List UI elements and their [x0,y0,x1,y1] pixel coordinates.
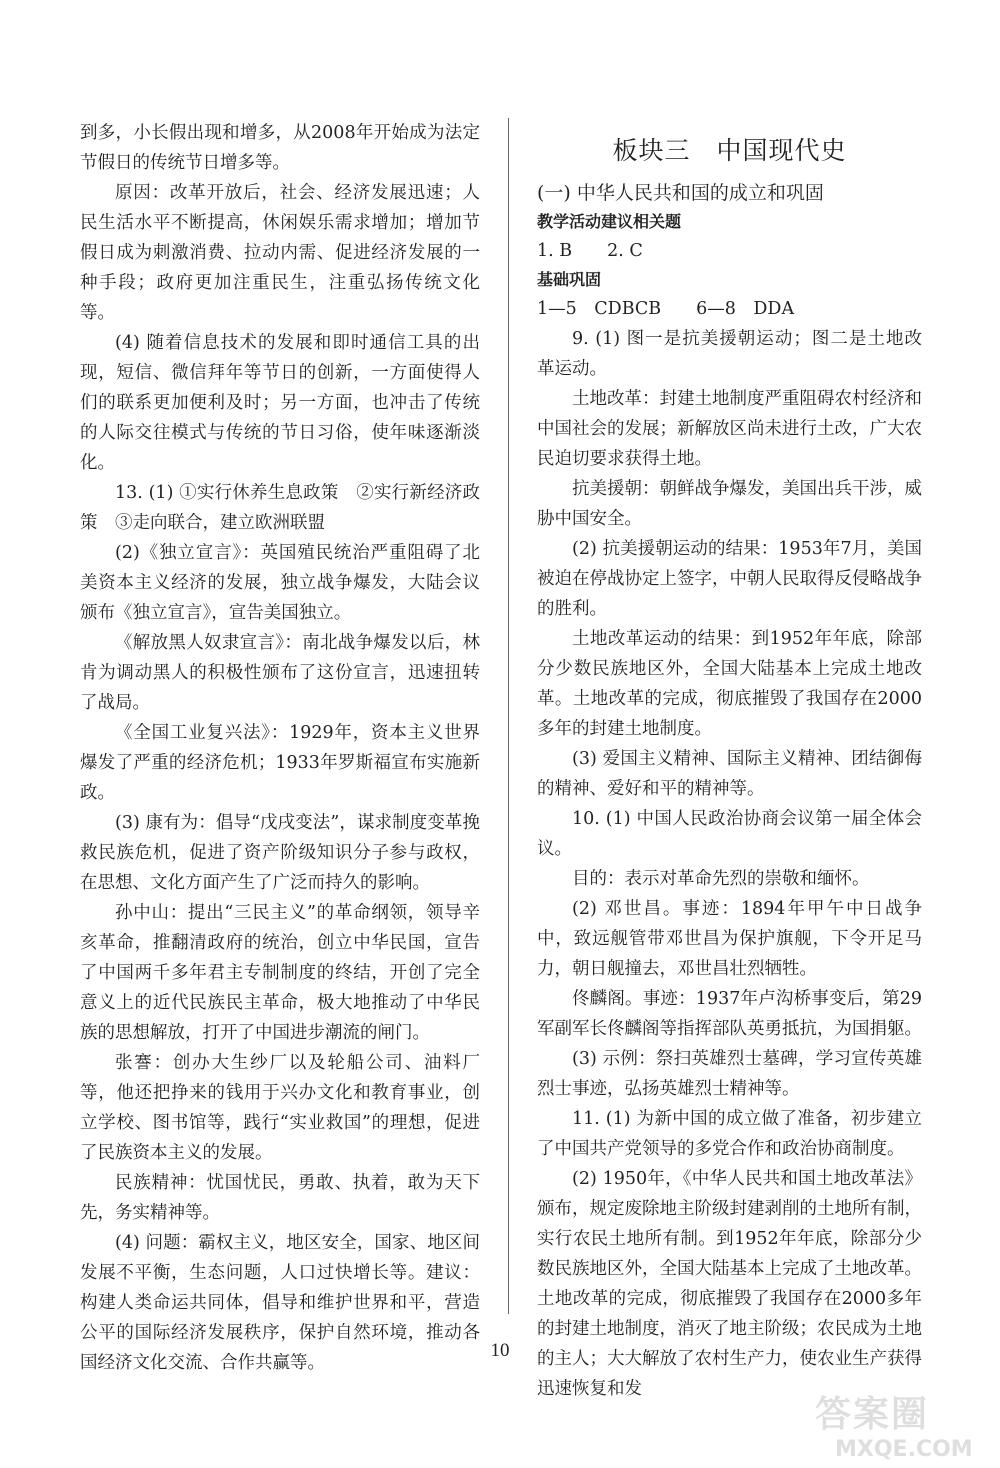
paragraph: (3) 爱国主义精神、国际主义精神、团结御侮的精神、爱好和平的精神等。 [537,749,922,799]
paragraph: (2)《独立宣言》：英国殖民统治严重阻碍了北美资本主义经济的发展，独立战争爆发，大陆会议颁布《独立宣言》，宣告美国独立。 [80,543,480,623]
paragraph: 《解放黑人奴隶宣言》：南北战争爆发以后，林肯为调动黑人的积极性颁布了这份宣言，迅速扭转了战局。 [80,633,480,713]
paragraph: 孙中山：提出“三民主义”的革命纲领，领导辛亥革命，推翻清政府的统治，创立中华民国，宣告了中国两千多年君主专制制度的终结，开创了完全意义上的近代民族民主革命，极大地推动了中华民族的思想解放，打开了中国进步潮流的闸门。 [80,903,480,1043]
paragraph: 10. (1) 中国人民政治协商会议第一届全体会议。 [537,809,922,859]
paragraph: 11. (1) 为新中国的成立做了准备，初步建立了中国共产党领导的多党合作和政治协商制度。 [537,1109,922,1159]
paragraph: 民族精神：忧国忧民，勇敢、执着，敢为天下先，务实精神等。 [80,1173,480,1223]
paragraph: 9. (1) 图一是抗美援朝运动；图二是土地改革运动。 [537,329,922,379]
subsection-heading: 教学活动建议相关题 [537,212,682,231]
watermark-url: MXQE.COM [835,1437,973,1462]
paragraph: (4) 问题：霸权主义，地区安全，国家、地区间发展不平衡，生态问题，人口过快增长等。建议：构建人类命运共同体，倡导和维护世界和平，营造公平的国际经济发展秩序，保护自然环境，推动各国经济文化交流、合作共赢等。 [80,1233,480,1373]
paragraph: 佟麟阁。事迹：1937年卢沟桥事变后，第29军副军长佟麟阁等指挥部队英勇抵抗，为国捐躯。 [537,989,922,1039]
watermark-logo [815,1395,995,1467]
watermark-text: 答案圈 [815,1394,930,1435]
paragraph: 目的：表示对革命先烈的崇敬和缅怀。 [572,869,870,889]
section-subtitle: (一) 中华人民共和国的成立和巩固 [537,182,824,204]
paragraph: (2) 1950年，《中华人民共和国土地改革法》颁布，规定废除地主阶级封建剥削的土地所有制，实行农民土地所有制。到1952年年底，除部分少数民族地区外，全国大陆基本上完成了土地改革。土地改革的完成，彻底摧毁了我国存在2000多年的封建土地制度，消灭了地主阶级；农民成为土地的主人；大大解放了农村生产力，使农业生产获得迅速恢复和发 [537,1169,922,1399]
paragraph: (3) 示例：祭扫英雄烈士墓碑，学习宣传英雄烈士事迹，弘扬英雄烈士精神等。 [537,1049,922,1099]
paragraph: (4) 随着信息技术的发展和即时通信工具的出现，短信、微信拜年等节日的创新，一方面使得人们的联系更加便利及时；另一方面，也冲击了传统的人际交往模式与传统的节日习俗，使年味逐渐淡化。 [80,333,480,473]
subsection-heading: 基础巩固 [537,270,602,289]
paragraph: 《全国工业复兴法》：1929年，资本主义世界爆发了严重的经济危机；1933年罗斯福宣布实施新政。 [80,723,480,803]
paragraph: 抗美援朝：朝鲜战争爆发，美国出兵干涉，威胁中国安全。 [537,479,922,529]
left-column [80,118,480,1378]
paragraph: 13. (1) ①实行休养生息政策 ②实行新经济政策 ③走向联合，建立欧洲联盟 [80,483,480,533]
paragraph: (2) 抗美援朝运动的结果：1953年7月，美国被迫在停战协定上签字，中朝人民取得反侵略战争的胜利。 [537,539,922,619]
section-title: 板块三 中国现代史 [612,136,847,165]
paragraph: 土地改革运动的结果：到1952年年底，除部分少数民族地区外，全国大陆基本上完成土地改革。土地改革的完成，彻底摧毁了我国存在2000多年的封建土地制度。 [537,629,922,739]
paragraph: 原因：改革开放后，社会、经济发展迅速；人民生活水平不断提高，休闲娱乐需求增加；增加节假日成为刺激消费、拉动内需、促进经济发展的一种手段；政府更加注重民生，注重弘扬传统文化等。 [80,183,480,323]
paragraph: 土地改革：封建土地制度严重阻碍农村经济和中国社会的发展；新解放区尚未进行土改，广大农民迫切要求获得土地。 [537,389,922,469]
paragraph: 张謇：创办大生纱厂以及轮船公司、油料厂等，他还把挣来的钱用于兴办文化和教育事业，创立学校、图书馆等，践行“实业救国”的理想，促进了民族资本主义的发展。 [80,1053,480,1163]
answer-line: 1—5 CDBCB 6—8 DDA [537,299,795,319]
column-divider [508,118,509,1314]
paragraph: (2) 邓世昌。事迹：1894年甲午中日战争中，致远舰管带邓世昌为保护旗舰，下令开足马力，朝日舰撞去，邓世昌壮烈牺牲。 [537,899,922,979]
paragraph: 到多，小长假出现和增多，从2008年开始成为法定节假日的传统节日增多等。 [80,123,480,173]
page-number: 10 [490,1340,510,1361]
answer-line: 1. B 2. C [537,241,643,261]
paragraph: (3) 康有为：倡导“戊戌变法”，谋求制度变革挽救民族危机，促进了资产阶级知识分子参与政权，在思想、文化方面产生了广泛而持久的影响。 [80,813,480,893]
right-column [537,118,922,1404]
